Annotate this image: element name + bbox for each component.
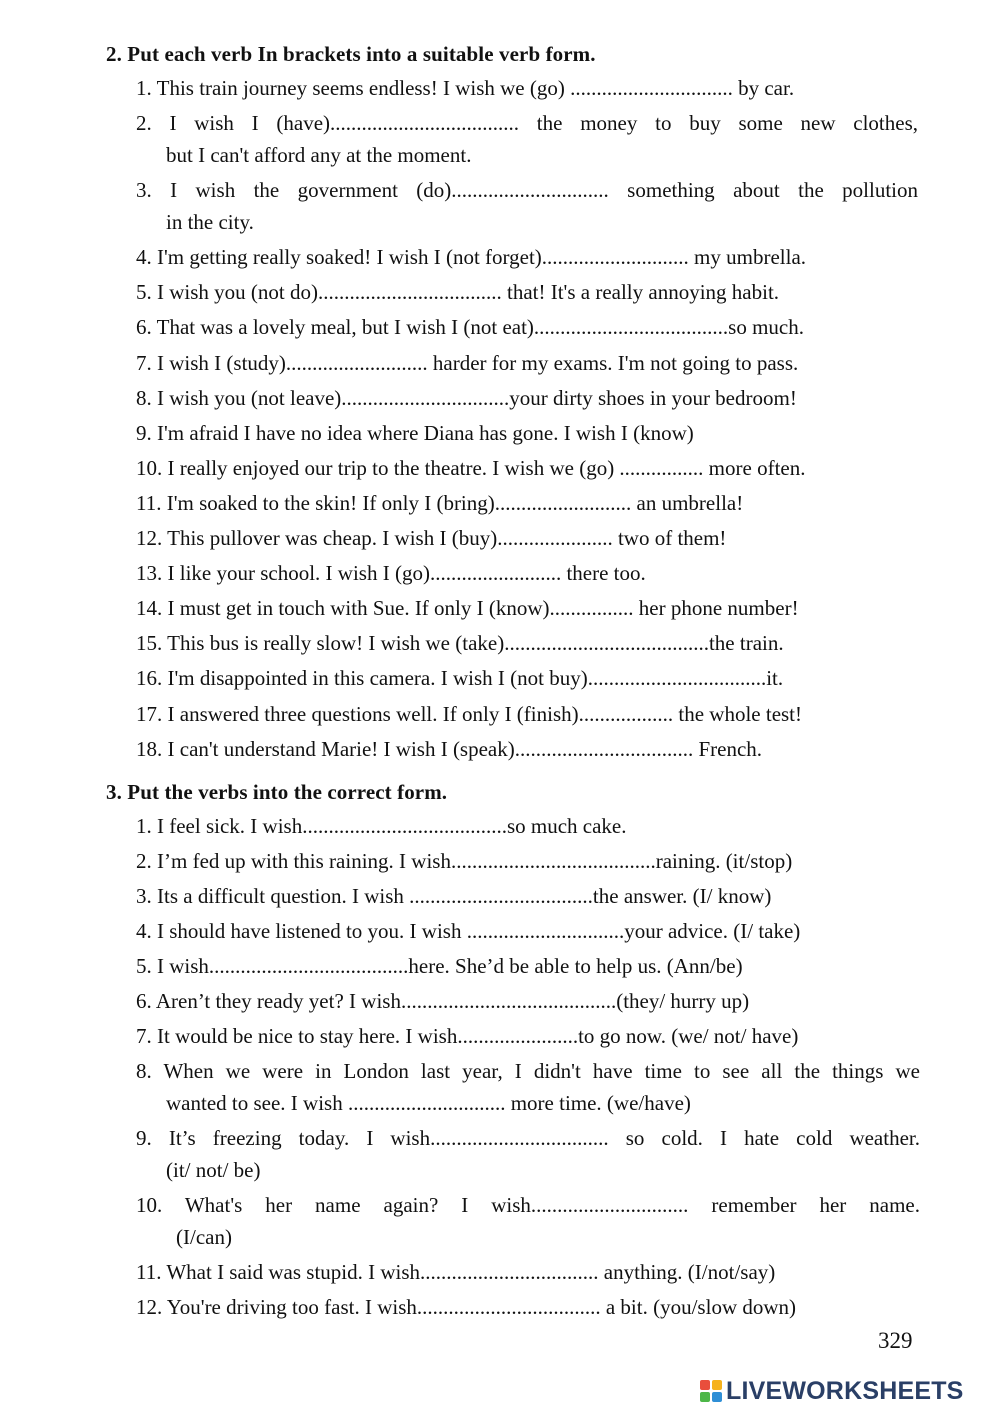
exercise-item: 14. I must get in touch with Sue. If only I (know)................ her phone number! — [136, 596, 799, 621]
exercise-item: 2. I wish I (have).................................... the money to buy some new clothes, but I can't afford any at the moment. — [136, 111, 918, 168]
exercise-item: 10. What's her name again? I wish.............................. remember her name. (I/can) — [136, 1193, 920, 1249]
exercise-item: 2. I’m fed up with this raining. I wish.......................................raining. (it/stop) — [136, 849, 793, 873]
exercise-item: 16. I'm disappointed in this camera. I wish I (not buy)..................................it. — [136, 666, 784, 691]
section-2-heading: 2. Put each verb In brackets into a suitable verb form. — [106, 42, 596, 66]
exercise-item: 1. I feel sick. I wish.......................................so much cake. — [136, 814, 627, 838]
exercise-item: 3. I wish the government (do).............................. something about the pollution in the city. — [136, 178, 918, 235]
exercise-item: 7. It would be nice to stay here. I wish.......................to go now. (we/ not/ have) — [136, 1024, 799, 1048]
liveworksheets-logo-icon — [700, 1380, 722, 1402]
exercise-item: 8. I wish you (not leave)................................your dirty shoes in your bedroom! — [136, 385, 797, 410]
exercise-item: 11. I'm soaked to the skin! If only I (bring).......................... an umbrella! — [136, 490, 744, 515]
exercise-item: 4. I'm getting really soaked! I wish I (not forget)............................ my umbrella. — [136, 245, 807, 270]
exercise-item: 12. This pullover was cheap. I wish I (buy)...................... two of them! — [136, 526, 727, 551]
section-3-heading: 3. Put the verbs into the correct form. — [106, 780, 448, 804]
exercise-item: 8. When we were in London last year, I didn't have time to see all the things we wanted to see. I wish .............................. more time. (we/have) — [136, 1059, 920, 1115]
exercise-item: 6. That was a lovely meal, but I wish I (not eat).....................................so much. — [136, 315, 805, 340]
exercise-item: 17. I answered three questions well. If only I (finish).................. the whole test! — [136, 701, 803, 726]
exercise-item: 15. This bus is really slow! I wish we (take).......................................the train. — [136, 631, 784, 656]
section-2-list — [136, 72, 918, 768]
exercise-item: 1. This train journey seems endless! I wish we (go) ............................... by car. — [136, 76, 795, 100]
exercise-item: 6. Aren’t they ready yet? I wish.........................................(they/ hurry up) — [136, 989, 750, 1013]
exercise-item: 5. I wish you (not do)................................... that! It's a really annoying habit. — [136, 280, 780, 305]
exercise-item: 7. I wish I (study)........................... harder for my exams. I'm not going to pass. — [136, 350, 799, 375]
exercise-item: 9. I'm afraid I have no idea where Diana has gone. I wish I (know) — [136, 420, 694, 445]
section-3-list — [136, 810, 920, 1326]
exercise-item: 9. It’s freezing today. I wish.................................. so cold. I hate cold weather. (it/ not/ be) — [136, 1126, 920, 1182]
exercise-item: 5. I wish......................................here. She’d be able to help us. (Ann/be) — [136, 954, 743, 978]
page-number: 329 — [878, 1328, 913, 1353]
exercise-item: 3. Its a difficult question. I wish ...................................the answer. (I/ know) — [136, 884, 772, 908]
liveworksheets-brand[interactable] — [700, 1376, 964, 1406]
exercise-item: 18. I can't understand Marie! I wish I (speak).................................. French. — [136, 736, 763, 761]
exercise-item: 11. What I said was stupid. I wish.................................. anything. (I/not/say) — [136, 1260, 776, 1284]
exercise-item: 12. You're driving too fast. I wish................................... a bit. (you/slow down) — [136, 1295, 797, 1319]
exercise-item: 10. I really enjoyed our trip to the theatre. I wish we (go) ................ more often. — [136, 455, 806, 480]
exercise-item: 4. I should have listened to you. I wish ..............................your advice. (I/ take) — [136, 919, 801, 943]
brand-name: LIVEWORKSHEETS — [726, 1376, 964, 1405]
exercise-item: 13. I like your school. I wish I (go)......................... there too. — [136, 561, 646, 586]
